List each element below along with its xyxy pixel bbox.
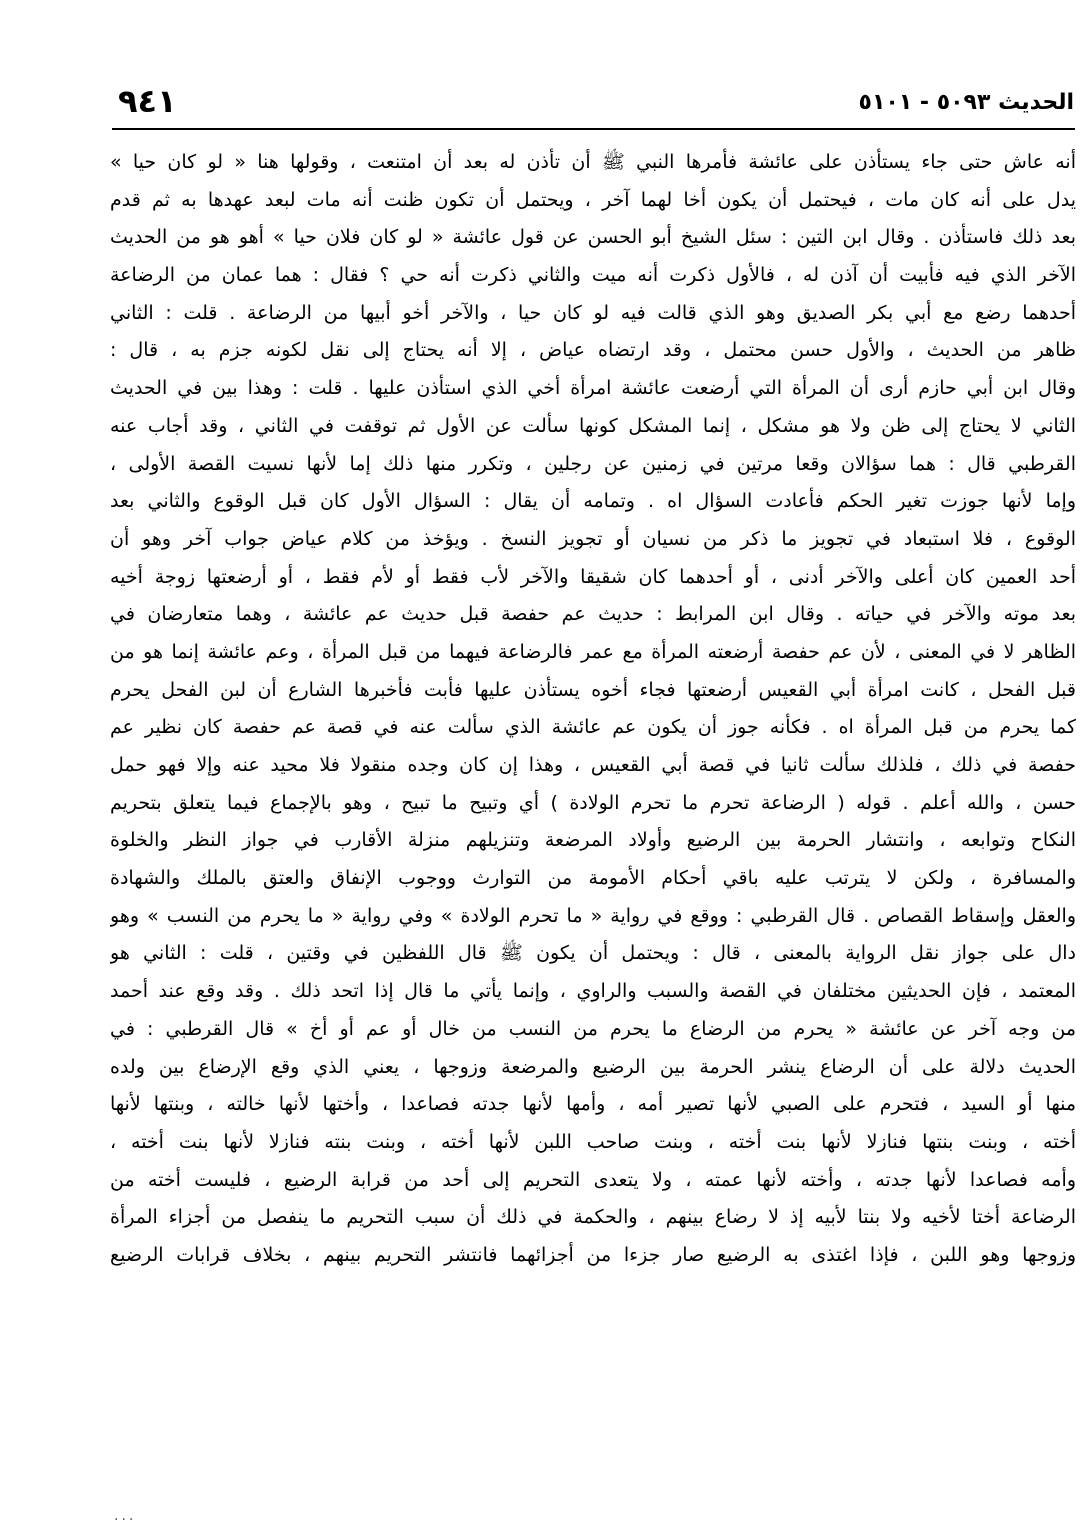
- text-line: دال على جواز نقل الرواية بالمعنى ، قال : ويحتمل أن يكون ﷺ قال اللفظين في وقتين ، قلت : الثاني هو: [110, 942, 1076, 965]
- page-number: ٩٤١: [118, 82, 177, 120]
- text-line: والمسافرة ، ولكن لا يترتب عليه باقي أحكام الأمومة من التوارث ووجوب الإنفاق والعتق بالملك والشهادة: [110, 867, 1076, 890]
- text-line: وإما لأنها جوزت تغير الحكم فأعادت السؤال اه . وتمامه أن يقال : السؤال الأول كان قبل الوقوع والثاني بعد: [110, 490, 1076, 513]
- text-line: الوقوع ، فلا استبعاد في تجويز ما ذكر من نسيان أو تجويز النسخ . ويؤخذ من كلام عياض جواب آخر وهو أن: [110, 527, 1076, 550]
- text-line: بعد ذلك فاستأذن . وقال ابن التين : سئل الشيخ أبو الحسن عن قول عائشة « لو كان فلان حيا » أهو هو من الحديث: [110, 226, 1076, 249]
- text-line: الآخر الذي فيه فأبيت أن آذن له ، فالأول ذكرت أنه ميت والثاني ذكرت أنه حي ؟ فقال : هما عمان من الرضاعة: [110, 264, 1076, 287]
- text-line: وأمه فصاعدا لأنها جدته ، وأخته لأنها عمته ، ولا يتعدى التحريم إلى أحد من قرابة الرضيع ، فليست أخته من: [110, 1168, 1076, 1191]
- text-line: أحد العمين كان أعلى والآخر أدنى ، أو أحدهما كان شقيقا والآخر لأب فقط أو لأم فقط ، أو أرضعتها زوجة أخيه: [110, 565, 1076, 588]
- text-line: أنه عاش حتى جاء يستأذن على عائشة فأمرها النبي ﷺ أن تأذن له بعد أن امتنعت ، وقولها هنا « لو كان حيا »: [110, 151, 1076, 173]
- text-line: المعتمد ، فإن الحديثين مختلفان في القصة والسبب والراوي ، وإنما يأتي ما قال إذا اتحد ذلك . وقد وقع عند أحمد: [110, 980, 1076, 1003]
- text-line: النكاح وتوابعه ، وانتشار الحرمة بين الرضيع وأولاد المرضعة وتنزيلهم منزلة الأقارب في جواز النظر والخلوة: [110, 829, 1076, 852]
- text-line: حفصة في ذلك ، فلذلك سألت ثانيا في قصة أبي القعيس ، وهذا إن كان وجده منقولا فلا محيد عنه وإلا فهو حمل: [110, 754, 1076, 776]
- text-line: قبل الفحل ، كانت امرأة أبي القعيس أرضعتها فجاء أخوه يستأذن عليها فأبت فأخبرها الشارع أن لبن الفحل يحرم: [110, 678, 1076, 701]
- text-line: منها أو السيد ، فتحرم على الصبي لأنها تصير أمه ، وأمها لأنها جدته فصاعدا ، وأختها لأنها خالته ، وبنتها لأنها: [110, 1093, 1076, 1116]
- text-line: يدل على أنه كان مات ، فيحتمل أن يكون أخا لهما آخر ، ويحتمل أن تكون ظنت أنه مات لبعد عهدها به ثم قدم: [110, 188, 1076, 211]
- text-line: الثاني لا يحتاج إلى ظن ولا هو مشكل ، إنما المشكل كونها سألت عن الأول ثم توقفت في الثاني ، وقد أجاب عنه: [110, 414, 1076, 437]
- running-title: الحديث ٥٠٩٣ - ٥١٠١: [858, 90, 1074, 115]
- text-line: الظاهر لا في المعنى ، لأن عم حفصة أرضعته المرأة مع عمر فالرضاعة فيهما من قبل المرأة ، وعم عائشة إنما هو من: [110, 640, 1076, 663]
- text-line: الحديث دلالة على أن الرضاع ينشر الحرمة بين الرضيع والمرضعة وزوجها ، يعني الذي وقع الإرضاع بين ولده: [110, 1055, 1076, 1078]
- text-line: والعقل وإسقاط القصاص . قال القرطبي : ووقع في رواية « ما تحرم الولادة » وفي رواية « ما يحرم من النسب » وهو: [110, 904, 1076, 927]
- text-line: أحدهما رضع مع أبي بكر الصديق وهو الذي قالت فيه لو كان حيا ، والآخر أخو أبيها من الرضاعة . قلت : الثاني: [110, 301, 1076, 324]
- text-line: الرضاعة أختا لأخيه ولا بنتا لأبيه إذ لا رضاع بينهم ، والحكمة في ذلك أن سبب التحريم ما ينفصل من أجزاء المرأة: [110, 1206, 1076, 1229]
- text-line: وزوجها وهو اللبن ، فإذا اغتذى به الرضيع صار جزءا من أجزائهما فانتشر التحريم بينهم ، بخلاف قرابات الرضيع: [110, 1243, 1076, 1266]
- text-line: بعد موته والآخر في حياته . وقال ابن المرابط : حديث عم حفصة قبل حديث عم عائشة ، وهما متعارضان في: [110, 603, 1076, 626]
- text-line: وقال ابن أبي حازم أرى أن المرأة التي أرضعت عائشة امرأة أخي الذي استأذن عليها . قلت : وهذا بين في الحديث: [110, 377, 1076, 400]
- text-line: ظاهر من الحديث ، والأول حسن محتمل ، وقد ارتضاه عياض ، إلا أنه يحتاج إلى نقل لكونه جزم به ، قال :: [110, 339, 1076, 362]
- footer-mark: ...: [114, 1508, 137, 1524]
- body-text: [110, 144, 1076, 1275]
- text-line: أخته ، وبنت بنتها فنازلا لأنها بنت أخته ، وبنت صاحب اللبن لأنها أخته ، وبنت بنته فنازلا لأنها بنت أخته ،: [110, 1130, 1076, 1153]
- page-header: [118, 82, 1074, 126]
- text-line: القرطبي قال : هما سؤالان وقعا مرتين في زمنين عن رجلين ، وتكرر منها ذلك إما لأنها نسيت القصة الأولى ،: [110, 452, 1076, 475]
- text-line: كما يحرم من قبل المرأة اه . فكأنه جوز أن يكون عم عائشة الذي سألت عنه في قصة عم حفصة كان نظير عم: [110, 716, 1076, 739]
- text-line: حسن ، والله أعلم . قوله ( الرضاعة تحرم ما تحرم الولادة ) أي وتبيح ما تبيح ، وهو بالإجماع فيما يتعلق بتحريم: [110, 791, 1076, 814]
- header-divider: [112, 128, 1075, 130]
- text-line: من وجه آخر عن عائشة « يحرم من الرضاع ما يحرم من النسب من خال أو عم أو أخ » قال القرطبي : في: [110, 1017, 1076, 1040]
